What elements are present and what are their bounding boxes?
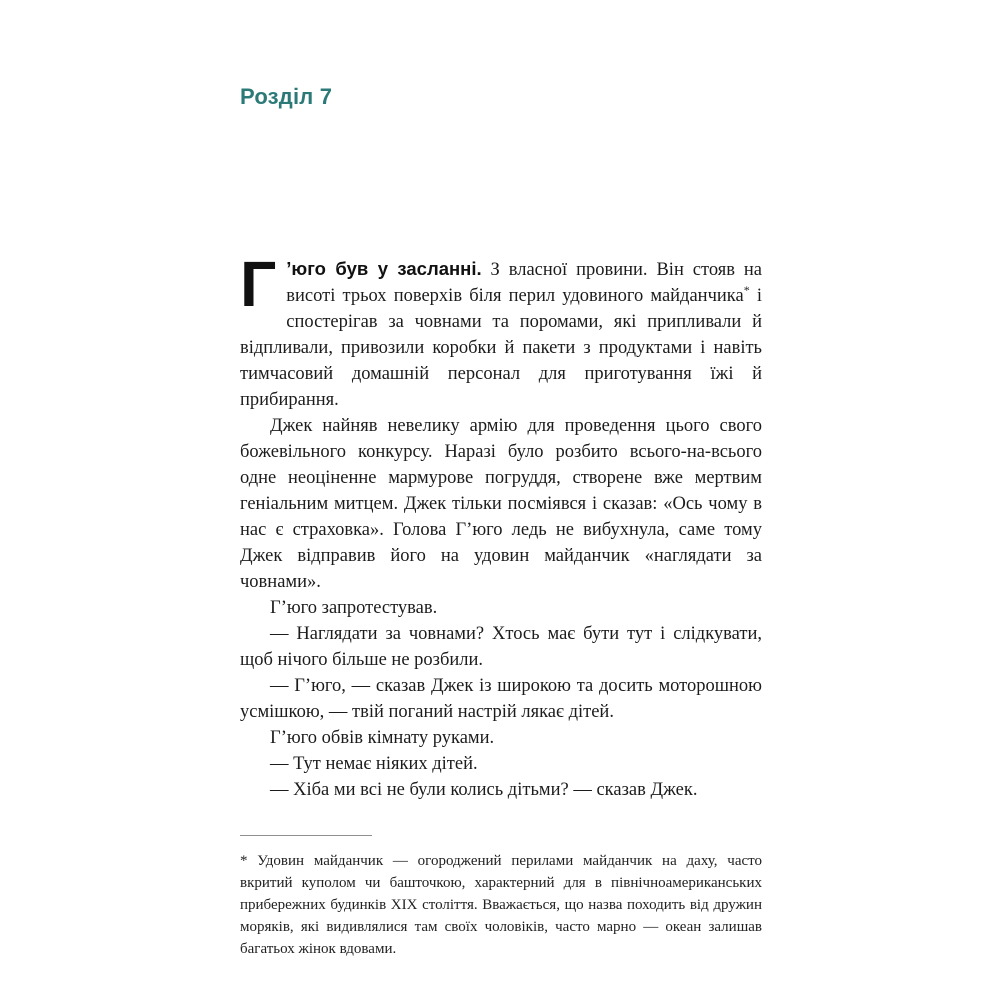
footnote-marker: * [743, 282, 750, 297]
paragraph: — Хіба ми всі не були колись дітьми? — сказав Джек. [270, 780, 698, 800]
footnote-divider [240, 835, 372, 836]
paragraph: — Г’юго, — сказав Джек із широкою та досить моторошною усмішкою, — твій поганий настрій лякає дітей. [240, 676, 762, 722]
paragraph: Г’юго обвів кімнату руками. [270, 728, 495, 748]
paragraph: Г’юго запротестував. [270, 598, 438, 618]
lead-bold-text: ’юго був у засланні. [286, 258, 482, 279]
lead-text-part2: і спостерігав за човнами та поромами, які припливали й відпливали, привозили коробки й пакети з продуктами і навіть тимчасовий домашній персонал для приготування їжі й прибирання. [240, 286, 763, 410]
paragraph: — Наглядати за човнами? Хтось має бути тут і слідкувати, щоб нічого більше не розбили. [240, 624, 762, 670]
footnote-text: * Удовин майданчик — огороджений перилами майданчик на даху, часто вкритий куполом чи башточкою, характерний для в північноамериканських прибережних будинків XIX століття. Вважається, що назва походить від дружин моряків, які видивлялися там своїх чоловіків, часто марно — океан залишав багатьох жінок вдовами. [240, 853, 762, 957]
paragraph: Джек найняв невелику армію для проведення цього свого божевільного конкурсу. Наразі було розбито всього-на-всього одне неоціненне мармурове погруддя, створене вже мертвим геніальним митцем. Джек тільки посміявся і сказав: «Ось чому в нас є страховка». Голова Г’юго ледь не вибухнула, саме тому Джек відправив його на удовин майданчик «наглядати за човнами». [240, 416, 762, 592]
footnote-block [240, 835, 762, 960]
drop-cap: Г [240, 248, 277, 320]
lead-text-part1: З власної провини. Він стояв на висоті трьох поверхів біля перил удовиного майданчика [286, 260, 762, 306]
page-content [240, 84, 762, 960]
paragraph: — Тут немає ніяких дітей. [270, 754, 478, 774]
lead-paragraph [240, 248, 763, 413]
body-text [240, 248, 763, 803]
chapter-title: Розділ 7 [240, 84, 333, 109]
